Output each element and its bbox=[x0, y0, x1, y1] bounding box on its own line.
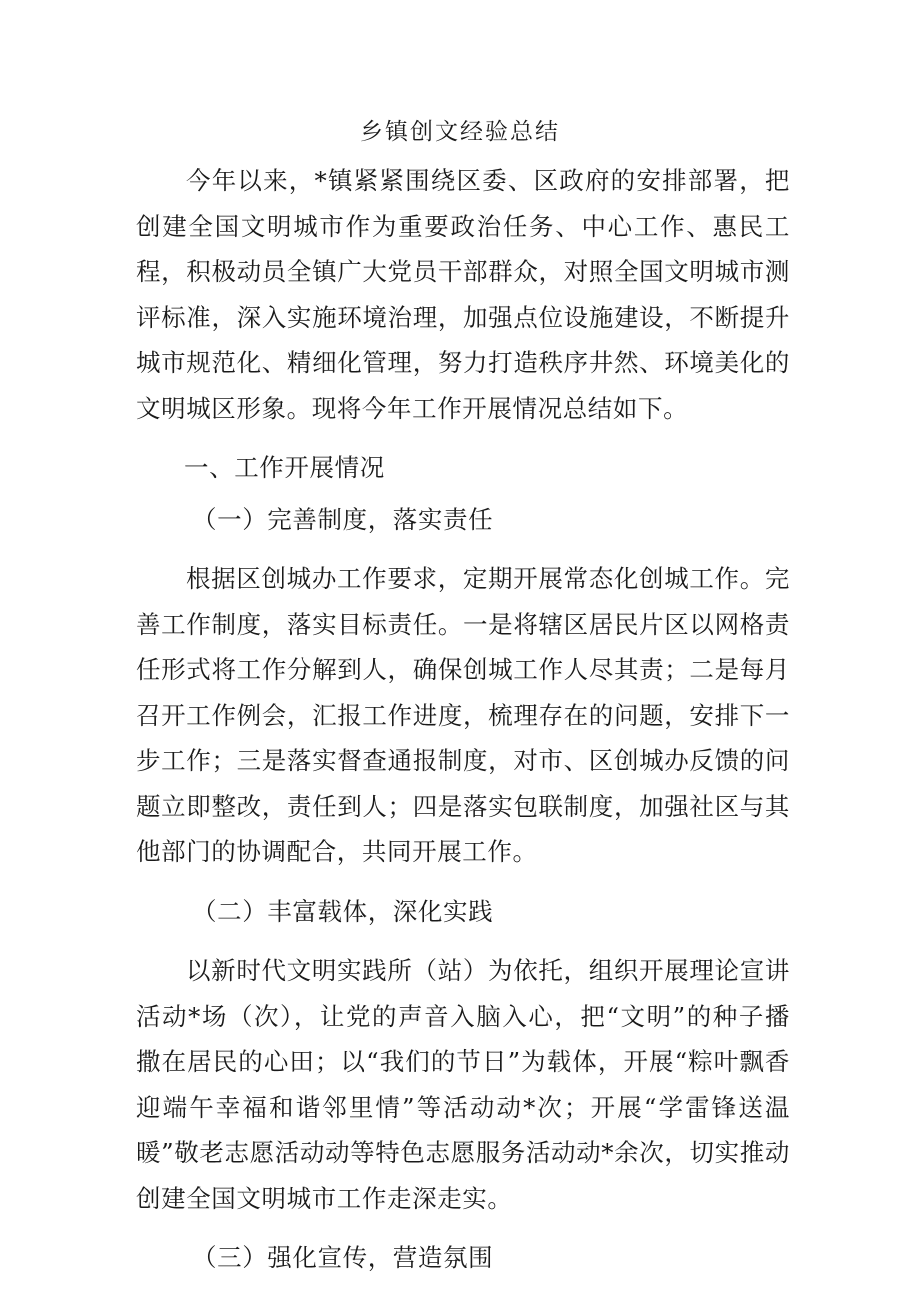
subsection-heading-2: （二）丰富载体，深化实践 bbox=[192, 896, 494, 926]
document-title: 乡镇创文经验总结 bbox=[360, 119, 560, 145]
section-heading-work-progress: 一、工作开展情况 bbox=[184, 453, 385, 482]
subsection-heading-1: （一）完善制度，落实责任 bbox=[192, 504, 494, 534]
document-body bbox=[136, 158, 790, 1295]
subsection-heading-3: （三）强化宣传，营造氛围 bbox=[192, 1243, 494, 1272]
intro-paragraph: 今年以来，*镇紧紧围绕区委、区政府的安排部署，把创建全国文明城市作为重要政治任务、中心工作、惠民工程，积极动员全镇广大党员干部群众，对照全国文明城市测评标准，深入实施环境治理，加强点位设施建设，不断提升城市规范化、精细化管理，努力打造秩序井然、环境美化的文明城区形象。现将今年工作开展情况总结如下。 bbox=[136, 166, 790, 423]
subsection-1-paragraph: 根据区创城办工作要求，定期开展常态化创城工作。完善工作制度，落实目标责任。一是将辖区居民片区以网格责任形式将工作分解到人，确保创城工作人尽其责；二是每月召开工作例会，汇报工作进度，梳理存在的问题，安排下一步工作；三是落实督查通报制度，对市、区创城办反馈的问题立即整改，责任到人；四是落实包联制度，加强社区与其他部门的协调配合，共同开展工作。 bbox=[136, 564, 790, 866]
subsection-2-paragraph: 以新时代文明实践所（站）为依托，组织开展理论宣讲活动*场（次），让党的声音入脑入心，把“文明”的种子播撒在居民的心田；以“我们的节日”为载体，开展“粽叶飘香迎端午幸福和谐邻里情”等活动动*次；开展“学雷锋送温暖”敬老志愿活动动等特色志愿服务活动动*余次，切实推动创建全国文明城市工作走深走实。 bbox=[136, 956, 790, 1213]
